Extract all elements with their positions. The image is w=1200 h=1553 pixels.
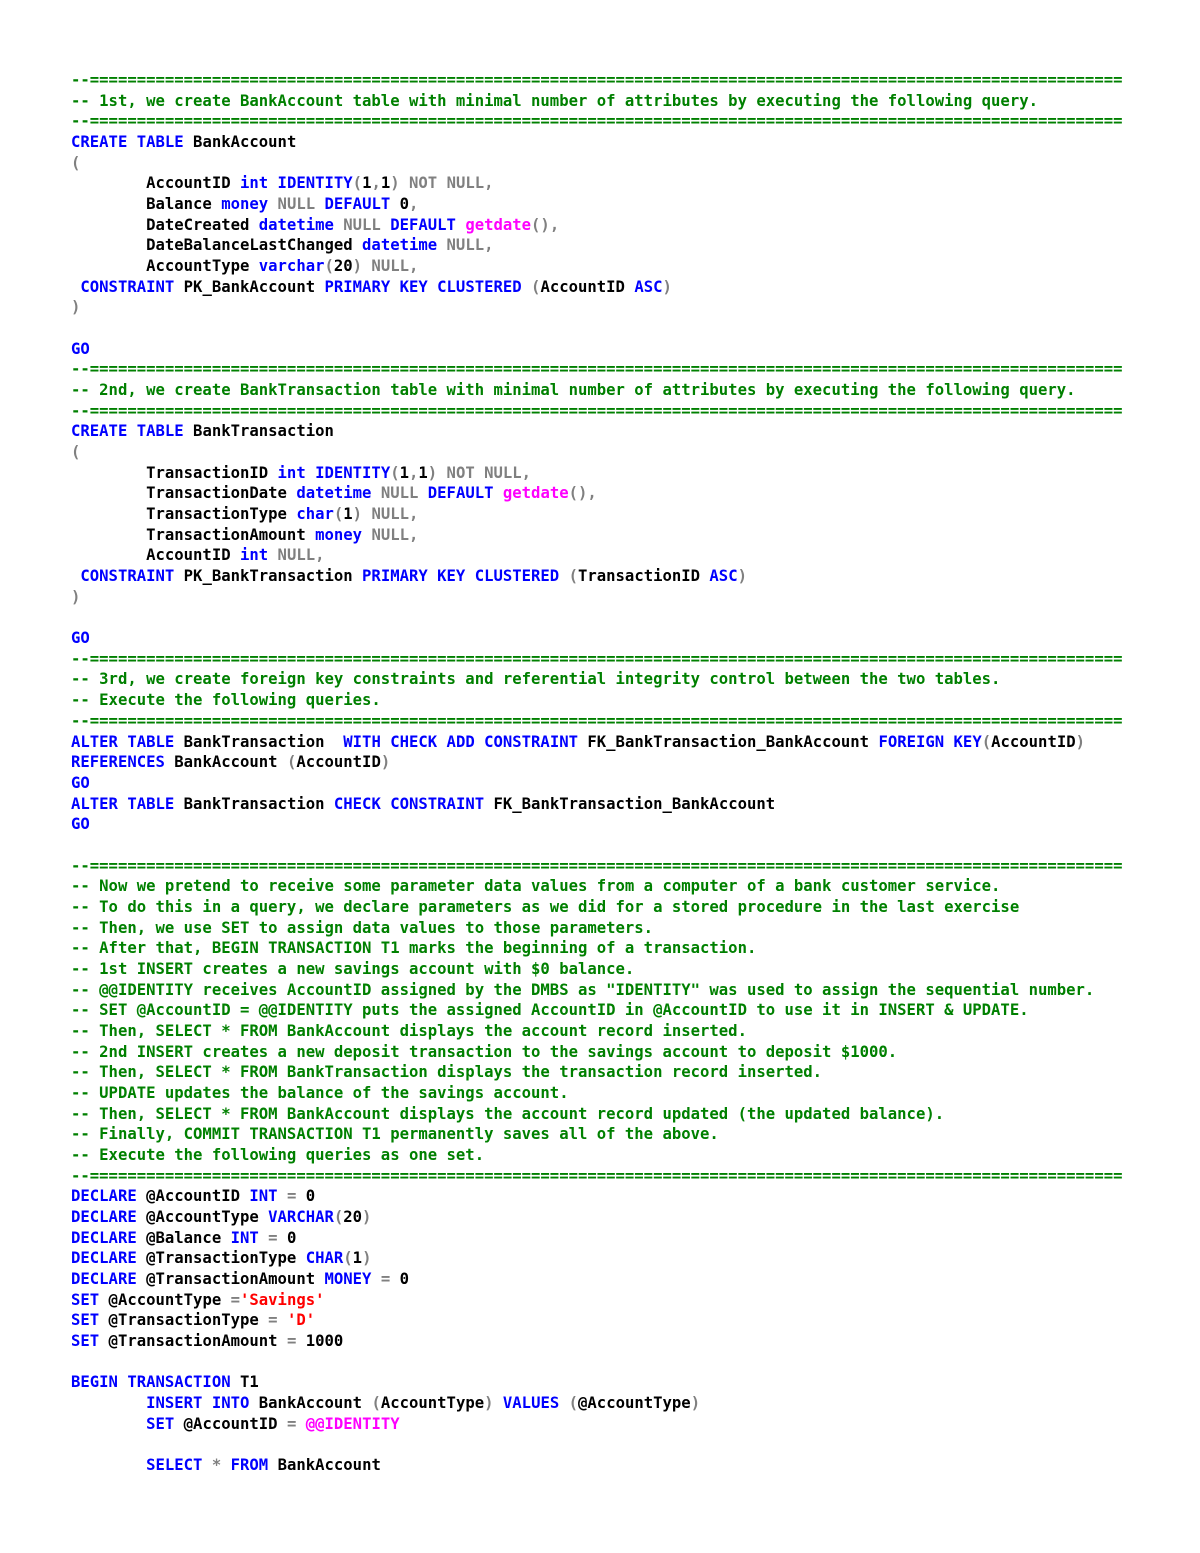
code-text: DateCreated xyxy=(71,215,259,234)
sql-keyword: datetime xyxy=(258,215,334,234)
code-punctuation: = xyxy=(230,1290,240,1309)
sql-keyword: VALUES xyxy=(502,1394,560,1412)
sql-keyword: INSERT INTO xyxy=(146,1394,250,1412)
code-text xyxy=(494,484,503,502)
code-punctuation: ( xyxy=(71,153,81,172)
code-text: T1 xyxy=(230,1373,259,1392)
code-punctuation: ( xyxy=(568,567,578,586)
code-punctuation: ( xyxy=(333,505,344,524)
sql-keyword: CREATE TABLE xyxy=(71,133,184,152)
code-line xyxy=(71,1124,1191,1145)
sql-keyword: ALTER TABLE xyxy=(71,732,175,751)
sql-keyword: datetime xyxy=(296,484,372,503)
sql-keyword: ASC xyxy=(709,567,738,586)
code-text: 1 xyxy=(362,174,372,193)
code-punctuation: ) xyxy=(1075,732,1085,751)
sql-keyword: GO xyxy=(71,629,90,648)
code-comment: --============================================================================================================== xyxy=(71,1166,1123,1185)
code-text xyxy=(559,567,568,585)
code-line xyxy=(71,773,1191,794)
code-line xyxy=(71,980,1191,1001)
code-punctuation: = xyxy=(268,1311,287,1330)
code-comment: -- To do this in a query, we declare parameters as we did for a stored procedure in the last exercise xyxy=(71,897,1020,916)
sql-keyword: PRIMARY KEY CLUSTERED xyxy=(362,567,560,586)
code-text: 1 xyxy=(343,505,353,524)
sql-keyword: SET xyxy=(71,1331,100,1350)
code-punctuation: NULL xyxy=(333,215,391,234)
sql-keyword: int IDENTITY xyxy=(277,463,391,482)
code-comment: -- 1st, we create BankAccount table with minimal number of attributes by executing the following query. xyxy=(71,91,1038,110)
code-text: AccountID xyxy=(71,174,240,193)
code-punctuation: ) NOT NULL, xyxy=(390,174,494,193)
code-line xyxy=(71,132,1191,153)
sql-keyword: int xyxy=(240,546,269,565)
code-text: TransactionDate xyxy=(71,484,297,503)
sql-keyword: DECLARE xyxy=(71,1249,137,1268)
sql-keyword: SET xyxy=(146,1414,175,1433)
code-line xyxy=(71,1352,1191,1373)
code-text: AccountID xyxy=(296,753,381,772)
code-punctuation: ( xyxy=(390,463,400,482)
code-punctuation: NULL xyxy=(371,484,428,503)
code-punctuation: ( xyxy=(286,753,297,772)
code-text: DateBalanceLastChanged xyxy=(71,236,363,255)
code-text: @TransactionAmount xyxy=(136,1269,325,1288)
code-punctuation: , xyxy=(409,195,419,214)
code-comment: --============================================================================================================== xyxy=(71,112,1123,131)
code-punctuation: , xyxy=(371,174,381,193)
code-punctuation: NULL, xyxy=(437,236,494,255)
sql-keyword: money xyxy=(315,525,363,544)
code-text: BankTransaction xyxy=(174,794,334,813)
code-text: Balance xyxy=(71,195,222,214)
code-text: PK_BankAccount xyxy=(174,277,325,296)
sql-keyword: INT xyxy=(249,1187,278,1206)
code-comment: -- @@IDENTITY receives AccountID assigned by the DMBS as "IDENTITY" was used to assign the sequential number. xyxy=(71,980,1095,999)
code-line xyxy=(71,173,1191,194)
code-punctuation: ( xyxy=(371,1394,381,1412)
code-line xyxy=(71,256,1191,277)
code-line xyxy=(71,1269,1191,1290)
sql-keyword: SELECT xyxy=(146,1456,203,1475)
code-comment: --============================================================================================================== xyxy=(71,711,1123,730)
code-punctuation: ( xyxy=(352,174,363,193)
code-line xyxy=(71,504,1191,525)
code-line xyxy=(71,835,1191,856)
code-punctuation: ) xyxy=(362,1207,372,1226)
code-line xyxy=(71,463,1191,484)
sql-function: getdate xyxy=(465,215,532,234)
code-line xyxy=(71,918,1191,939)
code-punctuation: (), xyxy=(531,215,560,234)
code-line xyxy=(71,235,1191,256)
code-punctuation: = xyxy=(286,1331,306,1350)
code-text xyxy=(559,1394,568,1412)
code-line xyxy=(71,1104,1191,1125)
code-text: TransactionID xyxy=(71,463,278,482)
sql-keyword: ALTER TABLE xyxy=(71,794,175,813)
code-comment: --============================================================================================================== xyxy=(71,71,1123,89)
string-literal: 'Savings' xyxy=(240,1290,325,1309)
code-text: AccountType xyxy=(71,257,259,276)
code-comment: -- Then, SELECT * FROM BankAccount displays the account record inserted. xyxy=(71,1021,747,1040)
sql-code-listing xyxy=(71,70,1191,1476)
code-line xyxy=(71,1434,1191,1455)
code-line xyxy=(71,752,1191,773)
code-comment: -- Now we pretend to receive some parameter data values from a computer of a bank customer service. xyxy=(71,877,1001,896)
code-text: 1 xyxy=(352,1249,363,1268)
sql-keyword: WITH CHECK ADD CONSTRAINT xyxy=(343,732,578,751)
sql-keyword: ASC xyxy=(634,277,663,296)
code-comment: -- SET @AccountID = @@IDENTITY puts the assigned AccountID in @AccountID to use it in INSERT & UPDATE. xyxy=(71,1001,1029,1020)
code-punctuation: ) xyxy=(362,1249,372,1268)
code-line xyxy=(71,215,1191,236)
sql-keyword: MONEY xyxy=(324,1269,372,1288)
code-punctuation: ( xyxy=(568,1394,579,1412)
code-punctuation: NULL xyxy=(268,195,325,214)
code-text: TransactionID xyxy=(577,567,710,586)
code-text xyxy=(71,1456,146,1474)
sql-keyword: CHECK CONSTRAINT xyxy=(333,794,485,813)
code-punctuation: ) NULL, xyxy=(352,505,419,524)
code-text xyxy=(71,1394,146,1412)
code-punctuation: = xyxy=(258,1228,287,1247)
code-text: 20 xyxy=(343,1207,363,1226)
code-text: AccountID xyxy=(71,546,240,565)
code-line xyxy=(71,421,1191,442)
code-line xyxy=(71,959,1191,980)
code-line xyxy=(71,1455,1191,1476)
sql-keyword: REFERENCES xyxy=(71,753,165,772)
code-text: AccountType xyxy=(380,1394,485,1412)
code-punctuation: ( xyxy=(324,257,334,276)
code-line xyxy=(71,938,1191,959)
code-text: PK_BankTransaction xyxy=(174,567,363,586)
code-text: @TransactionType xyxy=(99,1311,269,1330)
code-line xyxy=(71,1393,1191,1414)
code-punctuation: ( xyxy=(71,443,81,462)
code-text: 20 xyxy=(333,257,353,276)
code-punctuation: , xyxy=(409,463,419,482)
string-literal: 'D' xyxy=(286,1311,316,1330)
code-line xyxy=(71,297,1191,318)
code-comment: -- 2nd, we create BankTransaction table with minimal number of attributes by executing the following query. xyxy=(71,381,1076,400)
code-line xyxy=(71,814,1191,835)
sql-keyword: DECLARE xyxy=(71,1228,137,1247)
code-line xyxy=(71,318,1191,339)
code-line xyxy=(71,566,1191,587)
code-line xyxy=(71,794,1191,815)
sql-keyword: DECLARE xyxy=(71,1187,137,1206)
code-line xyxy=(71,1145,1191,1166)
sql-keyword: int IDENTITY xyxy=(240,174,353,193)
code-line xyxy=(71,1414,1191,1435)
code-line xyxy=(71,1331,1191,1352)
code-line xyxy=(71,587,1191,608)
code-comment: --============================================================================================================== xyxy=(71,649,1123,668)
code-comment: --============================================================================================================== xyxy=(71,360,1123,379)
code-line xyxy=(71,545,1191,566)
code-text: BankAccount xyxy=(183,133,297,152)
code-text: BankAccount xyxy=(249,1394,372,1412)
code-line xyxy=(71,277,1191,298)
code-text xyxy=(456,216,465,234)
code-line xyxy=(71,1248,1191,1269)
code-line xyxy=(71,359,1191,380)
sql-function: getdate xyxy=(502,484,569,503)
code-text: 0 xyxy=(286,1228,297,1247)
code-comment: -- 3rd, we create foreign key constraints and referential integrity control between the two tables. xyxy=(71,670,1001,689)
code-text: 1 xyxy=(380,174,391,193)
sql-keyword: char xyxy=(296,505,334,524)
code-punctuation: ) NULL, xyxy=(352,257,419,276)
code-text: FK_BankTransaction_BankAccount xyxy=(484,794,776,813)
code-text: 0 xyxy=(399,1269,409,1288)
code-text: @TransactionAmount xyxy=(99,1331,287,1350)
code-punctuation: = xyxy=(277,1187,306,1206)
sql-keyword: VARCHAR xyxy=(268,1207,334,1226)
code-text: TransactionAmount xyxy=(71,525,316,544)
code-line xyxy=(71,711,1191,732)
code-comment: -- Finally, COMMIT TRANSACTION T1 permanently saves all of the above. xyxy=(71,1125,719,1144)
code-comment: -- Then, SELECT * FROM BankTransaction displays the transaction record inserted. xyxy=(71,1063,823,1082)
sql-keyword: datetime xyxy=(362,236,438,255)
code-punctuation: ( xyxy=(981,732,992,751)
sql-keyword: GO xyxy=(71,815,90,834)
sql-keyword: CONSTRAINT xyxy=(71,567,175,586)
code-line xyxy=(71,194,1191,215)
code-text: 0 xyxy=(390,195,410,214)
code-text: 1 xyxy=(418,463,428,482)
code-punctuation: ( xyxy=(531,277,541,296)
code-line xyxy=(71,1083,1191,1104)
code-punctuation: ) NOT NULL, xyxy=(427,463,532,482)
code-line xyxy=(71,380,1191,401)
code-punctuation: * xyxy=(202,1456,231,1475)
code-line xyxy=(71,401,1191,422)
code-text: TransactionType xyxy=(71,505,297,524)
code-comment: -- 2nd INSERT creates a new deposit transaction to the savings account to deposit $1000. xyxy=(71,1042,898,1061)
code-punctuation: ) xyxy=(690,1394,701,1412)
code-line xyxy=(71,483,1191,504)
code-text: @AccountType xyxy=(578,1394,691,1412)
code-line xyxy=(71,1042,1191,1063)
code-comment: -- 1st INSERT creates a new savings account with $0 balance. xyxy=(71,959,635,978)
code-line xyxy=(71,339,1191,360)
sql-keyword: GO xyxy=(71,339,90,358)
sql-keyword: PRIMARY KEY CLUSTERED xyxy=(324,277,522,296)
code-comment: --============================================================================================================== xyxy=(71,856,1123,875)
sql-function: @@IDENTITY xyxy=(305,1414,400,1433)
sql-keyword: DECLARE xyxy=(71,1207,137,1226)
code-comment: -- Then, SELECT * FROM BankAccount displays the account record updated (the updated balance). xyxy=(71,1104,945,1123)
code-text: @AccountID xyxy=(136,1187,250,1206)
code-comment: -- Execute the following queries. xyxy=(71,691,381,710)
sql-keyword: DEFAULT xyxy=(324,195,391,214)
code-line xyxy=(71,153,1191,174)
sql-keyword: money xyxy=(221,195,269,214)
code-punctuation: = xyxy=(286,1414,306,1433)
code-line xyxy=(71,1021,1191,1042)
code-punctuation: ) xyxy=(71,298,81,317)
sql-keyword: BEGIN TRANSACTION xyxy=(71,1373,231,1392)
code-line xyxy=(71,876,1191,897)
code-text: @TransactionType xyxy=(136,1249,306,1268)
sql-keyword: CHAR xyxy=(305,1249,344,1268)
code-punctuation: NULL, xyxy=(362,525,419,544)
code-line xyxy=(71,1062,1191,1083)
sql-keyword: DEFAULT xyxy=(427,484,494,503)
code-text: 0 xyxy=(305,1187,316,1206)
code-line xyxy=(71,607,1191,628)
sql-keyword: FOREIGN KEY xyxy=(878,732,982,751)
sql-keyword: DEFAULT xyxy=(390,215,456,234)
code-punctuation: (), xyxy=(568,484,597,503)
sql-keyword: SET xyxy=(71,1311,100,1330)
code-line xyxy=(71,856,1191,877)
code-line xyxy=(71,1310,1191,1331)
code-line xyxy=(71,628,1191,649)
code-line xyxy=(71,669,1191,690)
code-line xyxy=(71,897,1191,918)
code-line xyxy=(71,70,1191,91)
code-line xyxy=(71,525,1191,546)
code-punctuation: ) xyxy=(737,567,747,586)
code-text: @AccountType xyxy=(99,1290,231,1309)
code-punctuation: ) xyxy=(71,587,81,606)
code-text: 1000 xyxy=(305,1331,344,1350)
code-line xyxy=(71,442,1191,463)
code-punctuation: ) xyxy=(662,277,672,296)
code-text xyxy=(71,1415,146,1433)
sql-keyword: DECLARE xyxy=(71,1269,137,1288)
code-punctuation: ( xyxy=(343,1249,353,1268)
code-punctuation: = xyxy=(371,1269,400,1288)
code-line xyxy=(71,1372,1191,1393)
code-line xyxy=(71,1290,1191,1311)
code-line xyxy=(71,1186,1191,1207)
code-text: 1 xyxy=(399,463,409,482)
code-comment: -- Then, we use SET to assign data values to those parameters. xyxy=(71,918,654,937)
code-text: AccountID xyxy=(991,732,1076,751)
code-text: BankTransaction xyxy=(174,732,344,751)
code-text xyxy=(522,278,531,296)
code-line xyxy=(71,732,1191,753)
code-line xyxy=(71,1000,1191,1021)
code-comment: -- Execute the following queries as one set. xyxy=(71,1145,485,1164)
code-punctuation: ( xyxy=(333,1207,344,1226)
code-punctuation: NULL, xyxy=(268,546,325,565)
code-line xyxy=(71,649,1191,670)
code-line xyxy=(71,111,1191,132)
code-text: BankAccount xyxy=(268,1456,381,1475)
code-text: @AccountType xyxy=(136,1207,269,1226)
sql-keyword: FROM xyxy=(230,1456,269,1475)
sql-keyword: GO xyxy=(71,773,90,792)
code-text: @AccountID xyxy=(174,1414,287,1433)
sql-keyword: SET xyxy=(71,1290,100,1309)
code-text: FK_BankTransaction_BankAccount xyxy=(578,732,879,751)
sql-keyword: CREATE TABLE xyxy=(71,422,184,441)
code-line xyxy=(71,91,1191,112)
code-line xyxy=(71,1228,1191,1249)
code-line xyxy=(71,690,1191,711)
code-punctuation: ) xyxy=(484,1394,503,1412)
code-comment: --============================================================================================================== xyxy=(71,401,1123,420)
code-comment: -- After that, BEGIN TRANSACTION T1 marks the beginning of a transaction. xyxy=(71,939,757,958)
sql-keyword: CONSTRAINT xyxy=(71,277,175,296)
sql-keyword: INT xyxy=(230,1228,259,1247)
code-line xyxy=(71,1166,1191,1187)
code-text: BankTransaction xyxy=(183,422,334,441)
code-text: @Balance xyxy=(136,1228,231,1247)
code-text: BankAccount xyxy=(164,753,287,772)
code-punctuation: ) xyxy=(380,753,391,772)
code-comment: -- UPDATE updates the balance of the savings account. xyxy=(71,1083,569,1102)
sql-keyword: varchar xyxy=(258,257,325,276)
code-line xyxy=(71,1207,1191,1228)
code-text: AccountID xyxy=(540,277,635,296)
